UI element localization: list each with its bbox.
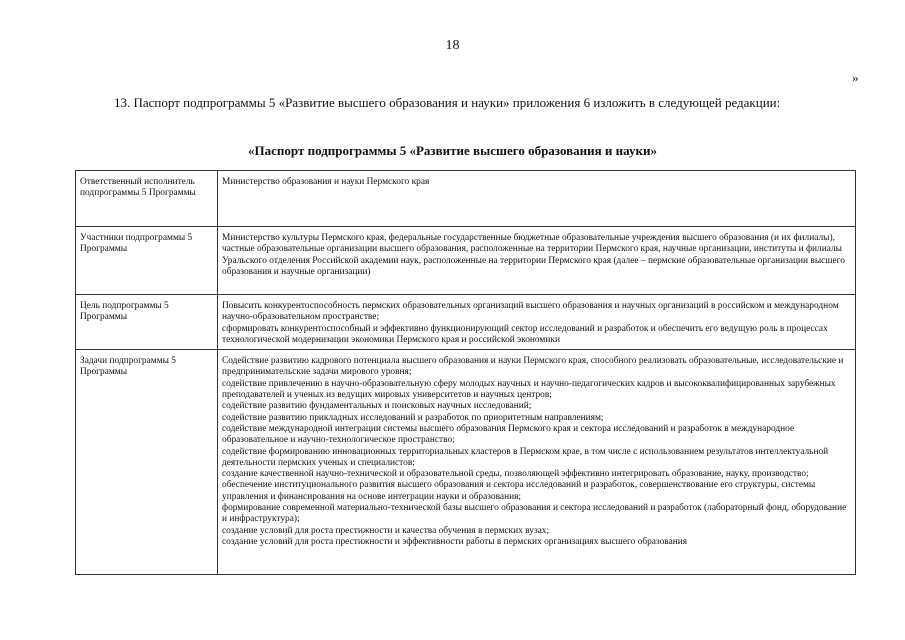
content-line: создание условий для роста престижности и качества обучения в пермских вузах; [222, 525, 550, 536]
page-number: 18 [445, 38, 460, 53]
content-line: содействие развитию прикладных исследований и разработок по приоритетным направлениям; [222, 412, 604, 423]
row-label: Участники подпрограммы 5 Программы [76, 227, 218, 295]
content-line: формирование современной материально-технической базы высшего образования и сектора исследований и разработок (лабораторный фонд, оборудование и инфраструктура); [222, 503, 847, 525]
row-content [218, 350, 856, 575]
content-line: Повысить конкурентоспособность пермских образовательных организаций высшего образования и научных организаций в российском и международном научно-образовательном пространстве; [222, 301, 839, 323]
row-content [218, 227, 856, 295]
content-line: Содействие развитию кадрового потенциала высшего образования и науки Пермского края, способного реализовать образовательные, исследовательские и предпринимательские задачи мирового уровня; [222, 356, 844, 378]
content-line: Министерство образования и науки Пермского края [222, 177, 430, 187]
row-content [218, 171, 856, 227]
content-line: обеспечение институционального развития высшего образования и сектора исследований и разработок, совершенствование его структуры, системы управления и финансирования на основе интеграции науки и образования; [222, 480, 816, 502]
row-label: Задачи подпрограммы 5 Программы [76, 350, 218, 575]
content-line: содействие развитию фундаментальных и поисковых научных исследований; [222, 401, 532, 412]
content-line: содействие привлечению в научно-образовательную сферу молодых научных и научно-педагогических кадров и высококвалифицированных зарубежных преподавателей и ученых из ведущих мировых университетов и научных центров; [222, 378, 836, 401]
table-row-executor [76, 171, 856, 227]
table-row-tasks [76, 350, 856, 575]
closing-quote-mark: » [852, 70, 859, 85]
passport-table [75, 170, 856, 575]
table-row-goal [76, 295, 856, 350]
row-label: Цель подпрограммы 5 Программы [76, 295, 218, 350]
table-row-participants [76, 227, 856, 295]
content-line: содействие международной интеграции системы высшего образования Пермского края и сектора исследований и разработок в международное образовательное и научно-технологическое пространство; [222, 423, 795, 446]
content-line: сформировать конкурентоспособный и эффективно функционирующий сектор исследований и разработок и обеспечить его ведущую роль в процессах технологической модернизации экономики Пермского края и российской экономики [222, 323, 828, 345]
passport-title: «Паспорт подпрограммы 5 «Развитие высшего образования и науки» [248, 143, 657, 158]
content-line: создание качественной научно-технической и образовательной среды, позволяющей эффективно интегрировать образование, науку, производство; [222, 469, 809, 480]
content-line: Министерство культуры Пермского края, федеральные государственные бюджетные образовательные учреждения высшего образования (и их филиалы), частные образовательные организации высшего образования, расположенные на территории Пермского края, научные организации, институты и филиалы Уральского отделения Российской академии наук, расположенные на территории Пермского края (далее – пермские образовательные организации высшего образования и научные организации) [222, 233, 845, 277]
content-line: содействие формированию инновационных территориальных кластеров в Пермском крае, в том числе с использованием результатов интеллектуальной деятельности пермских ученых и специалистов; [222, 446, 829, 468]
row-content [218, 295, 856, 350]
intro-paragraph: 13. Паспорт подпрограммы 5 «Развитие высшего образования и науки» приложения 6 изложить в следующей редакции: [114, 95, 781, 110]
row-label: Ответственный исполнитель подпрограммы 5 Программы [76, 171, 218, 227]
content-line: создание условий для роста престижности и эффективности работы в пермских организациях высшего образования [222, 536, 688, 547]
